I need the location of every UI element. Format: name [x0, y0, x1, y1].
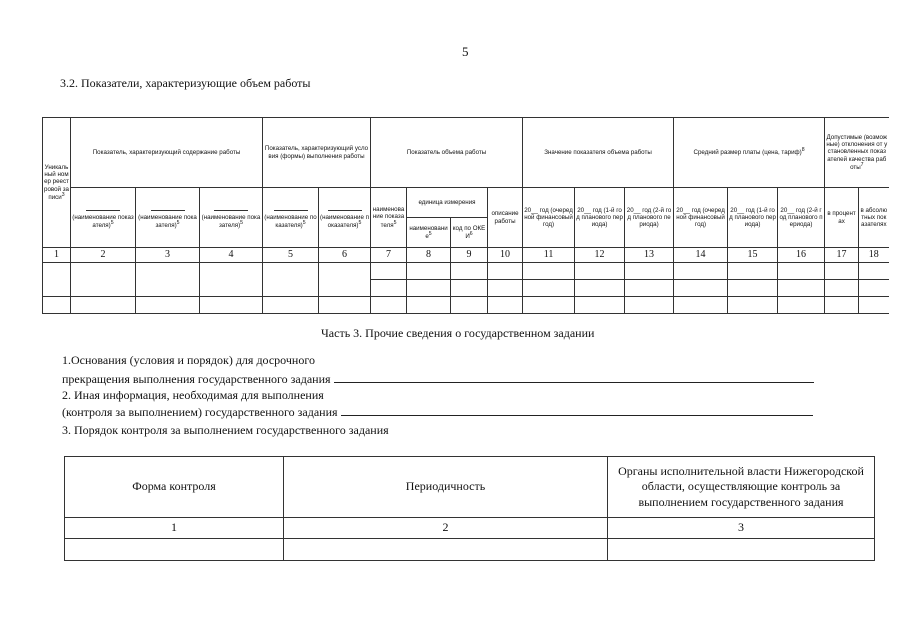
table-row	[43, 262, 889, 279]
header-unique-number: Уникальный номер реестровой записи$^3$	[43, 118, 71, 248]
header-conditions-indicator: Показатель, характеризующий условия (формы) выполнения работы	[263, 118, 371, 188]
column-number: 2	[71, 248, 136, 263]
column-number: 14	[674, 248, 728, 263]
col-value-year-3: 20__ год (2-й год планового периода)	[625, 188, 674, 248]
column-number: 1	[43, 248, 71, 263]
column-number: 15	[728, 248, 778, 263]
header-periodicity: Периодичность	[284, 457, 608, 518]
column-number: 11	[523, 248, 575, 263]
control-procedure-label: 3. Порядок контроля за выполнением государственного задания	[62, 423, 389, 437]
page-number: 5	[462, 44, 469, 59]
column-number: 5	[263, 248, 319, 263]
column-number: 7	[371, 248, 407, 263]
col-deviation-percent: в процентах	[825, 188, 859, 248]
other-info-label-2: (контроля за выполнением) государственного задания	[62, 405, 338, 419]
column-number: 12	[575, 248, 625, 263]
col-price-year-1: 20__ год (очередной финансовый год)	[674, 188, 728, 248]
termination-grounds-line	[62, 372, 814, 387]
col-value-year-1: 20__ год (очередной финансовый год)	[523, 188, 575, 248]
column-number: 6	[319, 248, 371, 263]
header-allowed-deviation: Допустимые (возможные) отклонения от установленных показателей качества работы$^7$	[825, 118, 889, 188]
column-number: 3	[136, 248, 200, 263]
control-table	[64, 456, 875, 561]
column-number: 13	[625, 248, 674, 263]
part3-title: Часть 3. Прочие сведения о государственном задании	[321, 326, 595, 340]
other-info-label: 2. Иная информация, необходимая для выполнения	[62, 388, 324, 402]
col-price-year-3: 20__ год (2-й год планового периода)	[778, 188, 825, 248]
other-info-line	[62, 405, 813, 420]
header-average-price: Средний размер платы (цена, тариф)$^8$	[674, 118, 825, 188]
column-number: 4	[200, 248, 263, 263]
col-unit: единица измерения	[407, 188, 488, 218]
termination-grounds-label: 1.Основания (условия и порядок) для досрочного	[62, 353, 315, 367]
other-info-field[interactable]	[341, 414, 813, 416]
section-title: 3.2. Показатели, характеризующие объем работы	[60, 76, 311, 90]
col-unit-okei: код по ОКЕИ$^6$	[451, 218, 488, 248]
column-number: 17	[825, 248, 859, 263]
work-volume-table	[42, 117, 889, 314]
col-work-description: описание работы	[488, 188, 523, 248]
col-unit-name: наименование$^5$	[407, 218, 451, 248]
termination-grounds-label-2: прекращения выполнения государственного задания	[62, 372, 331, 386]
header-executive-bodies: Органы исполнительной власти Нижегородской области, осуществляющие контроль за выполнением государственного задания	[608, 457, 875, 518]
header-content-indicator: Показатель, характеризующий содержание работы	[71, 118, 263, 188]
col-content-name-1: (наименование показателя)$^5$	[71, 188, 136, 248]
col-deviation-absolute: в абсолютных показателях	[859, 188, 889, 248]
column-number: 18	[859, 248, 889, 263]
header-volume-indicator: Показатель объема работы	[371, 118, 523, 188]
header-control-form: Форма контроля	[65, 457, 284, 518]
col-conditions-name-1: (наименование показателя)$^5$	[263, 188, 319, 248]
column-number: 2	[284, 518, 608, 539]
header-volume-value: Значение показателя объема работы	[523, 118, 674, 188]
column-number: 3	[608, 518, 875, 539]
column-number: 8	[407, 248, 451, 263]
table-row	[65, 538, 875, 560]
column-number: 9	[451, 248, 488, 263]
col-value-year-2: 20__ год (1-й год планового периода)	[575, 188, 625, 248]
termination-grounds-field[interactable]	[334, 381, 814, 383]
col-content-name-3: (наименование показателя)$^5$	[200, 188, 263, 248]
table-row	[43, 296, 889, 313]
column-number: 16	[778, 248, 825, 263]
col-content-name-2: (наименование показателя)$^5$	[136, 188, 200, 248]
col-conditions-name-2: (наименование показателя)$^5$	[319, 188, 371, 248]
col-price-year-2: 20__ год (1-й год планового периода)	[728, 188, 778, 248]
column-number: 10	[488, 248, 523, 263]
col-indicator-name: наименование показателя$^5$	[371, 188, 407, 248]
column-number: 1	[65, 518, 284, 539]
